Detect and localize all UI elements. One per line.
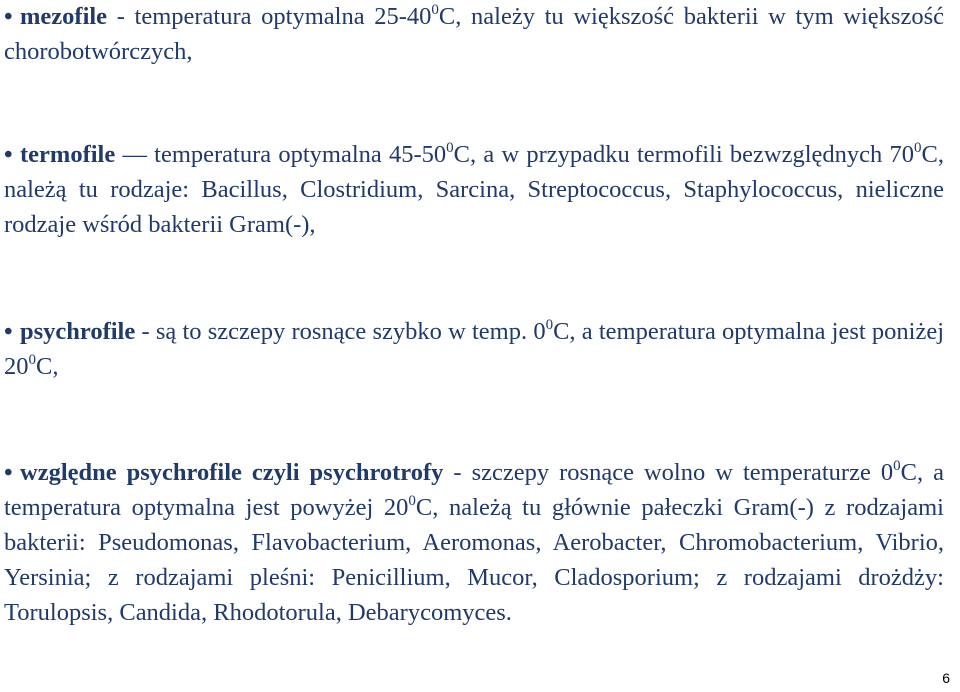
term-termofile: termofile	[20, 141, 116, 168]
degree-superscript: 0	[446, 139, 454, 156]
bullet-symbol: •	[4, 3, 13, 30]
degree-superscript: 0	[545, 316, 554, 333]
term-psychrotrofy: względne psychrofile czyli psychrotrofy	[20, 459, 444, 486]
text-part: C,	[36, 353, 59, 380]
text-part: - temperatura optymalna 25-40	[107, 3, 432, 30]
bullet-psychrotrofy	[4, 455, 944, 630]
text-part: C, a temperatura optymalna jest powyżej 20	[4, 459, 944, 521]
bullet-termofile	[4, 137, 944, 242]
text-part: C, należą tu głównie pałeczki Gram(-) z rodzajami bakterii: Pseudomonas, Flavobacterium, Aeromonas, Aerobacter, Chromobacterium, Vibrio, Yersinia; z rodzajami pleśni: Penicillium, Mucor, Cladosporium; z rodzajami drożdży: Torulopsis, Candida, Rhodotorula, Debarycomyces.	[4, 494, 944, 626]
degree-superscript: 0	[408, 492, 416, 509]
text-part: - są to szczepy rosnące szybko w temp. 0	[135, 318, 546, 345]
degree-superscript: 0	[28, 351, 36, 368]
text-part: C, należą tu rodzaje: Bacillus, Clostridium, Sarcina, Streptococcus, Staphylococcus, nieliczne rodzaje wśród bakterii Gram(-),	[4, 141, 944, 238]
text-part: C, należy tu większość bakterii w tym większość chorobotwórczych,	[4, 3, 944, 65]
bullet-psychrofile	[4, 314, 944, 384]
term-psychrofile: psychrofile	[20, 318, 136, 345]
text-part: — temperatura optymalna 45-50	[115, 141, 447, 168]
text-part: - szczepy rosnące wolno w temperaturze 0	[443, 459, 894, 486]
bullet-mezofile	[4, 0, 944, 69]
term-mezofile: mezofile	[20, 3, 108, 30]
bullet-symbol: •	[4, 459, 13, 486]
bullet-symbol: •	[4, 318, 13, 345]
text-part: C, a w przypadku termofili bezwzględnych 70	[453, 141, 915, 168]
degree-superscript: 0	[431, 1, 439, 18]
degree-superscript: 0	[893, 457, 901, 474]
bullet-symbol: •	[4, 141, 13, 168]
degree-superscript: 0	[914, 139, 922, 156]
page-number: 6	[942, 670, 950, 686]
text-part: C, a temperatura optymalna jest poniżej 20	[4, 318, 945, 380]
